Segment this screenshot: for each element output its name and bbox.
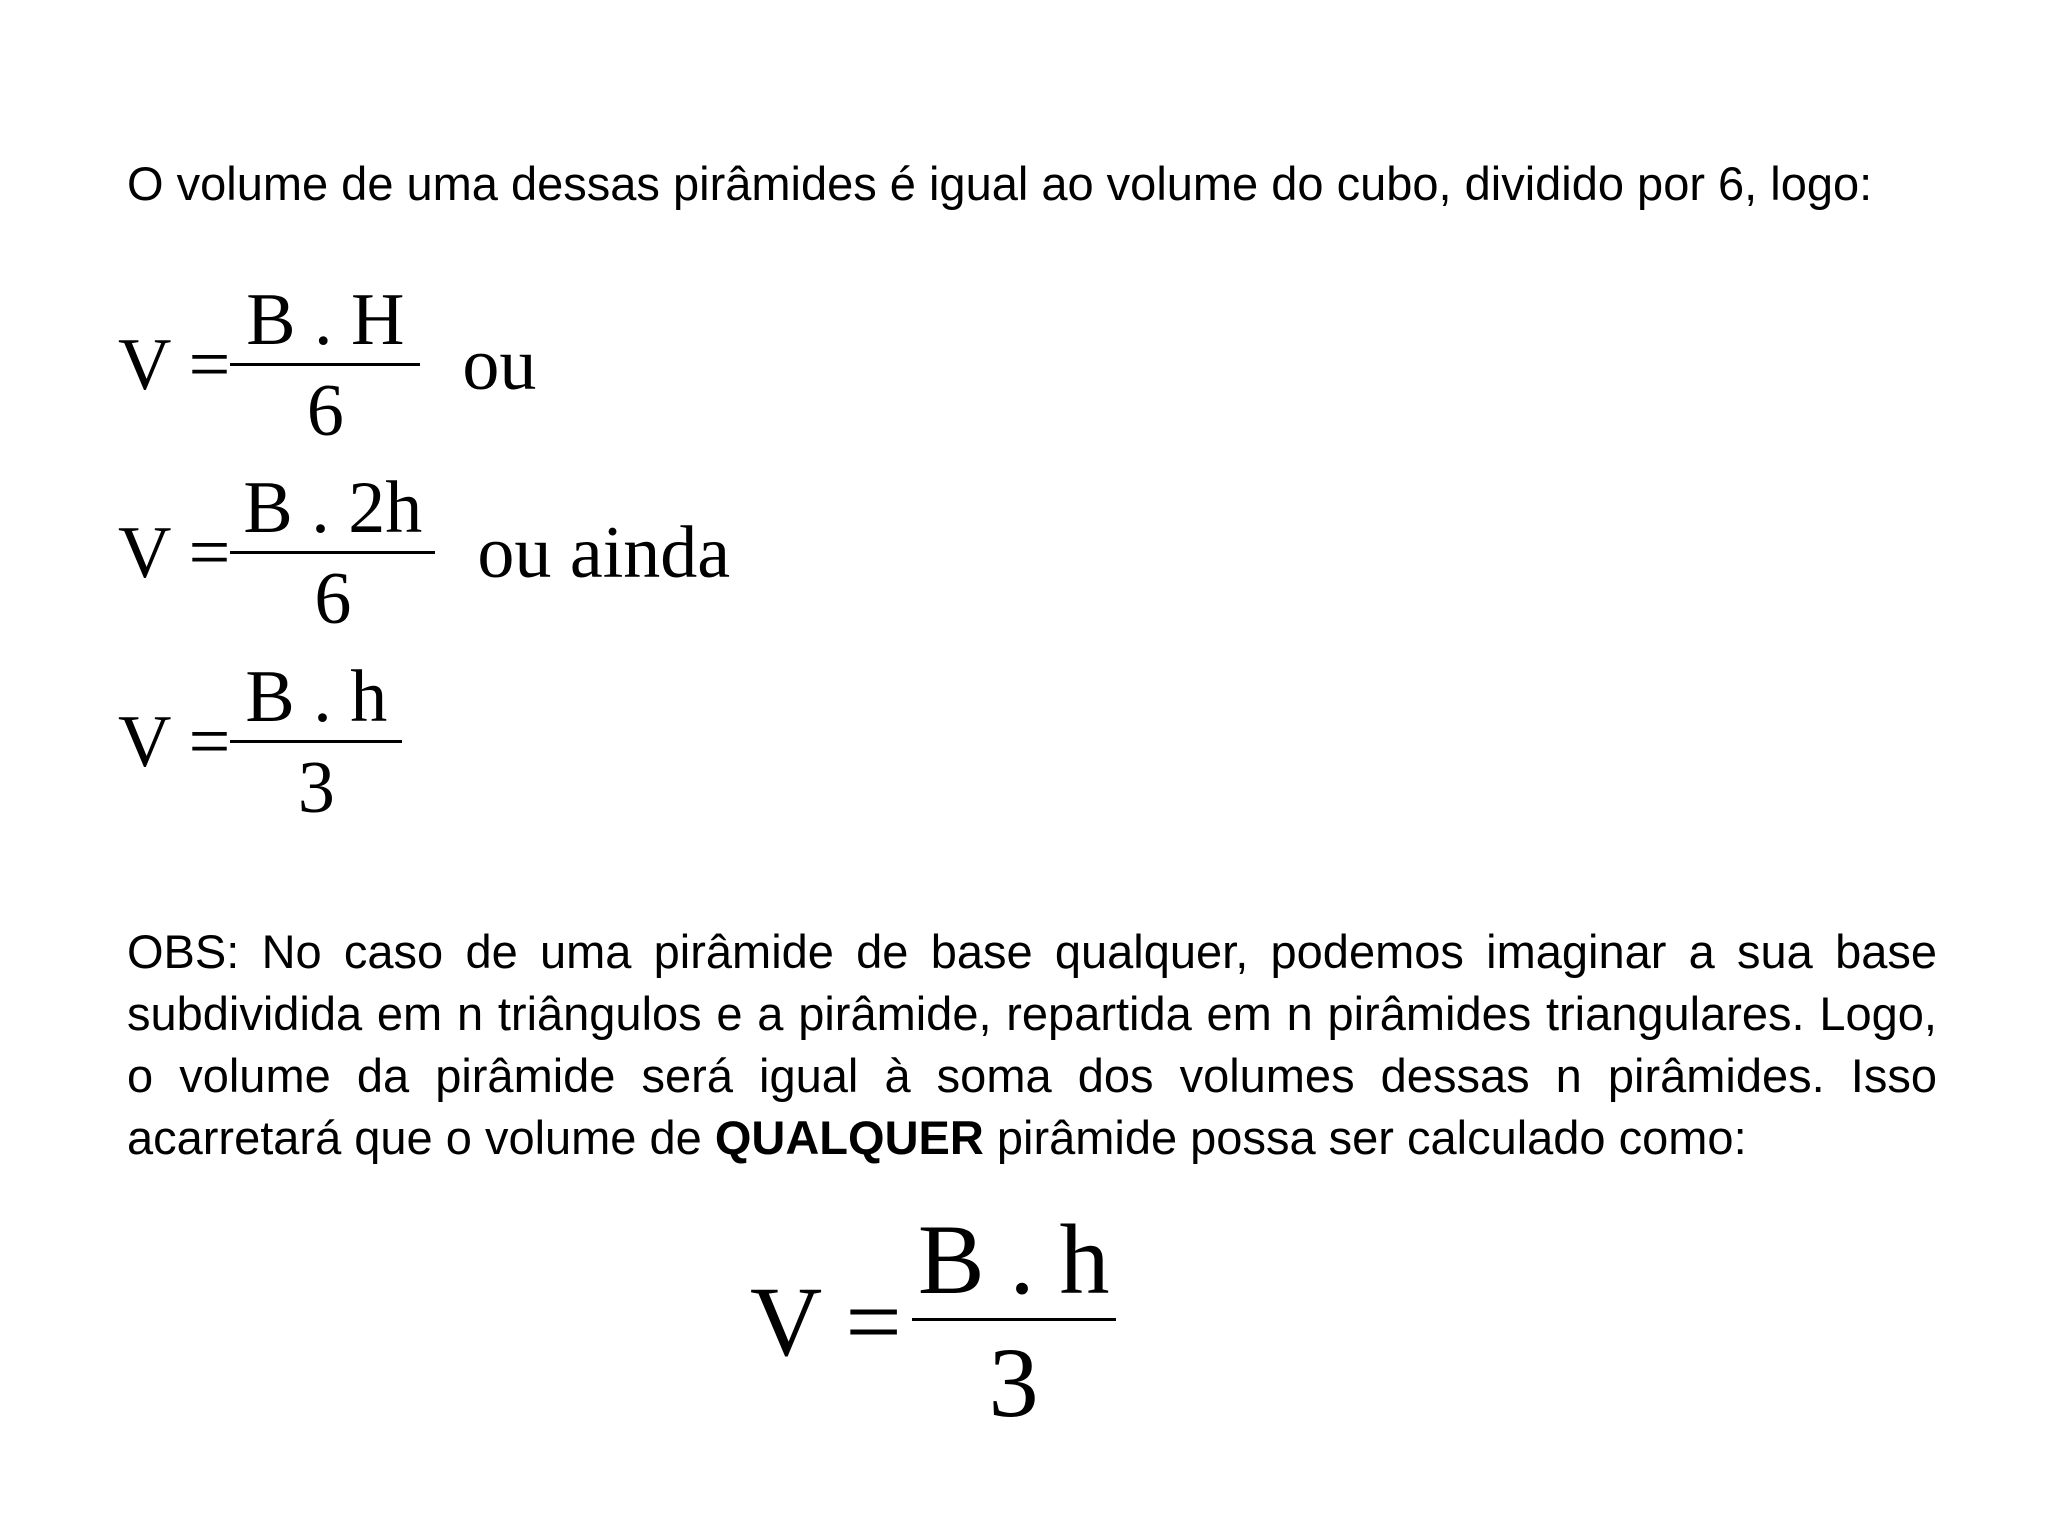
equation-v-b2h-over-6 (118, 467, 731, 640)
final-equation-lhs: V = (750, 1266, 902, 1377)
obs-bold-qualquer: QUALQUER (714, 1111, 984, 1164)
equation-suffix: ou ainda (477, 512, 731, 594)
final-fraction (912, 1204, 1116, 1438)
obs-text-before: OBS: No caso de uma pirâmide de base qualquer, podemos imaginar a sua base subdividida em n triângulos e a pirâmide, repartida em n pirâmides triangulares. Logo, o volume da pirâmide será igual à soma dos volumes dessas n pirâmides. Isso acarretará que o volume de (127, 925, 1937, 1164)
fraction-numerator: B . H (246, 279, 405, 361)
obs-paragraph (127, 921, 1937, 1169)
equation-lhs: V = (118, 324, 231, 406)
fraction-denominator: 3 (297, 747, 335, 829)
equation-lhs: V = (118, 701, 231, 783)
fraction-denominator: 6 (306, 370, 344, 452)
fraction-numerator: B . h (245, 656, 388, 738)
obs-text-after: pirâmide possa ser calculado como: (983, 1111, 1747, 1164)
equation-lhs: V = (118, 512, 231, 594)
fraction-numerator: B . 2h (243, 467, 423, 549)
equation-suffix: ou (462, 324, 537, 406)
intro-paragraph: O volume de uma dessas pirâmides é igual ao volume do cubo, dividido por 6, logo: (127, 157, 1873, 210)
equation-v-bh-over-3 (118, 656, 402, 829)
fraction (230, 467, 435, 640)
final-fraction-numerator: B . h (917, 1204, 1110, 1315)
final-equation (750, 1204, 1116, 1438)
fraction (230, 279, 420, 452)
fraction-denominator: 6 (314, 558, 352, 640)
equation-v-bh-over-6 (118, 279, 537, 452)
fraction (230, 656, 402, 829)
final-fraction-denominator: 3 (988, 1327, 1039, 1438)
